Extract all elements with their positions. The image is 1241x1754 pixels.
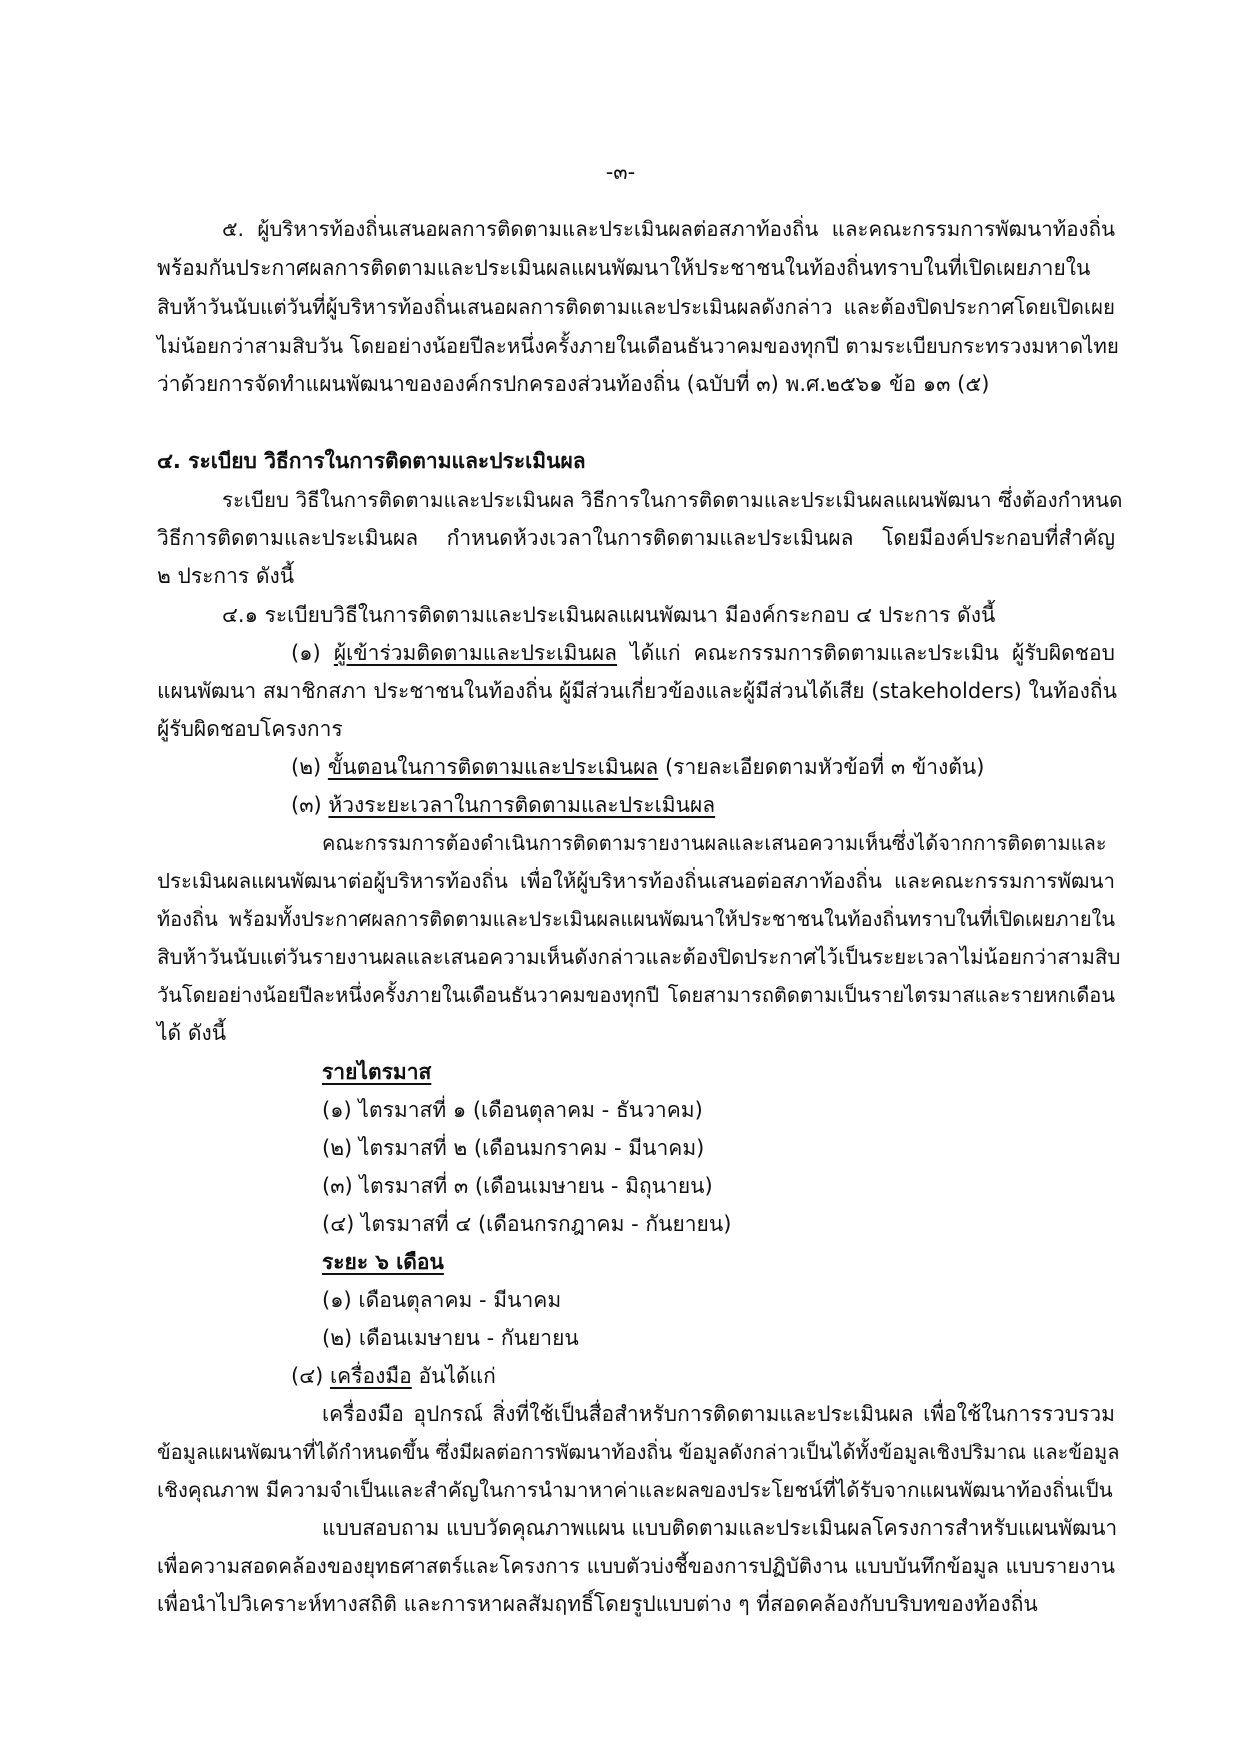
quarter-item: (๓) ไตรมาสที่ ๓ (เดือนเมษายน - มิถุนายน) bbox=[322, 1174, 713, 1198]
section4-intro-line-3: ๒ ประการ ดังนี้ bbox=[157, 564, 295, 588]
quarter-item: (๑) ไตรมาสที่ ๑ (เดือนตุลาคม - ธันวาคม) bbox=[322, 1098, 703, 1122]
quarter-item: (๒) ไตรมาสที่ ๒ (เดือนมกราคม - มีนาคม) bbox=[322, 1136, 705, 1160]
item-1-line-3: ผู้รับผิดชอบโครงการ bbox=[157, 717, 343, 741]
item-4-title: เครื่องมือ bbox=[329, 1364, 412, 1388]
item-2-title: ขั้นตอนในการติดตามและประเมินผล bbox=[327, 755, 659, 779]
item-4-number: (๔) bbox=[291, 1364, 330, 1388]
subsection-4-1: ๔.๑ ระเบียบวิธีในการติดตามและประเมินผลแผนพัฒนา มีองค์กระกอบ ๔ ประการ ดังนี้ bbox=[222, 603, 996, 627]
item-1-line-1 bbox=[291, 638, 1115, 668]
item-4-paragraph-line-4: แบบสอบถาม แบบวัดคุณภาพแผน แบบติดตามและประเมินผลโครงการสำหรับแผนพัฒนา bbox=[322, 1516, 1118, 1540]
halfyear-item: (๒) เดือนเมษายน - กันยายน bbox=[322, 1326, 579, 1350]
item-1-text: ได้แก่ คณะกรรมการติดตามและประเมิน ผู้รับผิดชอบ bbox=[617, 641, 1115, 665]
item-3-title: ห้วงระยะเวลาในการติดตามและประเมินผล bbox=[328, 793, 716, 817]
item-3-paragraph-line-5: วันโดยอย่างน้อยปีละหนึ่งครั้งภายในเดือนธันวาคมของทุกปี โดยสามารถติดตามเป็นรายไตรมาสและรายหกเดือน bbox=[157, 983, 1115, 1007]
page-number: -๓- bbox=[605, 160, 636, 184]
item-1-line-2: แผนพัฒนา สมาชิกสภา ประชาชนในท้องถิ่น ผู้มีส่วนเกี่ยวข้องและผู้มีส่วนได้เสีย (stakeholders) ในท้องถิ่น bbox=[157, 679, 1117, 703]
item-3-paragraph-line-2: ประเมินผลแผนพัฒนาต่อผู้บริหารท้องถิ่น เพื่อให้ผู้บริหารท้องถิ่นเสนอต่อสภาท้องถิ่น และคณะกรรมการพัฒนา bbox=[157, 869, 1115, 893]
item-1-number: (๑) bbox=[291, 641, 334, 665]
item-4-text: อันได้แก่ bbox=[411, 1364, 496, 1388]
item-4-paragraph-line-6: เพื่อนำไปวิเคราะห์ทางสถิติ และการหาผลสัมฤทธิ์โดยรูปแบบต่าง ๆ ที่สอดคล้องกับบริบทของท้องถิ่น bbox=[157, 1592, 1038, 1616]
quarterly-heading: รายไตรมาส bbox=[322, 1060, 432, 1084]
item-3-paragraph-line-1: คณะกรรมการต้องดำเนินการติดตามรายงานผลและเสนอความเห็นซึ่งได้จากการติดตามและ bbox=[322, 831, 1107, 855]
section5-line-5: ว่าด้วยการจัดทำแผนพัฒนาขององค์กรปกครองส่วนท้องถิ่น (ฉบับที่ ๓) พ.ศ.๒๕๖๑ ข้อ ๑๓ (๕) bbox=[157, 372, 990, 396]
section5-line-2: พร้อมกันประกาศผลการติดตามและประเมินผลแผนพัฒนาให้ประชาชนในท้องถิ่นทราบในที่เปิดเผยภายใน bbox=[157, 256, 1091, 280]
item-3-paragraph-line-6: ได้ ดังนี้ bbox=[157, 1021, 227, 1045]
item-2 bbox=[291, 752, 984, 782]
item-4-paragraph-line-5: เพื่อความสอดคล้องของยุทธศาสตร์และโครงการ แบบตัวบ่งชี้ของการปฏิบัติงาน แบบบันทึกข้อมูล แบบรายงาน bbox=[157, 1554, 1115, 1578]
item-3-paragraph-line-3: ท้องถิ่น พร้อมทั้งประกาศผลการติดตามและประเมินผลแผนพัฒนาให้ประชาชนในท้องถิ่นทราบในที่เปิดเผยภายใน bbox=[157, 907, 1115, 931]
item-3 bbox=[291, 790, 715, 820]
item-2-number: (๒) bbox=[291, 755, 328, 779]
item-4-paragraph-line-2: ข้อมูลแผนพัฒนาที่ได้กำหนดขึ้น ซึ่งมีผลต่อการพัฒนาท้องถิ่น ข้อมูลดังกล่าวเป็นได้ทั้งข้อมูลเชิงปริมาณ และข้อมูล bbox=[157, 1440, 1120, 1464]
item-3-paragraph-line-4: สิบห้าวันนับแต่วันรายงานผลและเสนอความเห็นดังกล่าวและต้องปิดประกาศไว้เป็นระยะเวลาไม่น้อยกว่าสามสิบ bbox=[157, 945, 1121, 969]
item-1-title: ผู้เข้าร่วมติดตามและประเมินผล bbox=[333, 641, 618, 665]
section4-heading: ๔. ระเบียบ วิธีการในการติดตามและประเมินผล bbox=[157, 449, 586, 473]
section5-line-3: สิบห้าวันนับแต่วันที่ผู้บริหารท้องถิ่นเสนอผลการติดตามและประเมินผลดังกล่าว และต้องปิดประกาศโดยเปิดเผย bbox=[157, 295, 1115, 319]
section4-intro-line-1: ระเบียบ วิธีในการติดตามและประเมินผล วิธีการในการติดตามและประเมินผลแผนพัฒนา ซึ่งต้องกำหนด bbox=[222, 488, 1123, 512]
halfyear-item: (๑) เดือนตุลาคม - มีนาคม bbox=[322, 1288, 562, 1312]
quarter-item: (๔) ไตรมาสที่ ๔ (เดือนกรกฎาคม - กันยายน) bbox=[322, 1212, 732, 1236]
item-4-paragraph-line-3: เชิงคุณภาพ มีความจำเป็นและสำคัญในการนำมาหาค่าและผลของประโยชน์ที่ได้รับจากแผนพัฒนาท้องถิ่นเป็น bbox=[157, 1478, 1113, 1502]
item-3-number: (๓) bbox=[291, 793, 329, 817]
halfyear-heading: ระยะ ๖ เดือน bbox=[322, 1250, 444, 1274]
section4-intro-line-2: วิธีการติดตามและประเมินผล กำหนดห้วงเวลาในการติดตามและประเมินผล โดยมีองค์ประกอบที่สำคัญ bbox=[157, 526, 1115, 550]
item-4-paragraph-line-1: เครื่องมือ อุปกรณ์ สิ่งที่ใช้เป็นสื่อสำหรับการติดตามและประเมินผล เพื่อใช้ในการรวบรวม bbox=[322, 1402, 1115, 1426]
section5-line-1: ๕. ผู้บริหารท้องถิ่นเสนอผลการติดตามและประเมินผลต่อสภาท้องถิ่น และคณะกรรมการพัฒนาท้องถิ่น bbox=[222, 217, 1115, 241]
item-4 bbox=[291, 1361, 496, 1391]
item-2-text: (รายละเอียดตามหัวข้อที่ ๓ ข้างต้น) bbox=[658, 755, 985, 779]
section5-line-4: ไม่น้อยกว่าสามสิบวัน โดยอย่างน้อยปีละหนึ่งครั้งภายในเดือนธันวาคมของทุกปี ตามระเบียบกระทรวงมหาดไทย bbox=[157, 334, 1119, 358]
